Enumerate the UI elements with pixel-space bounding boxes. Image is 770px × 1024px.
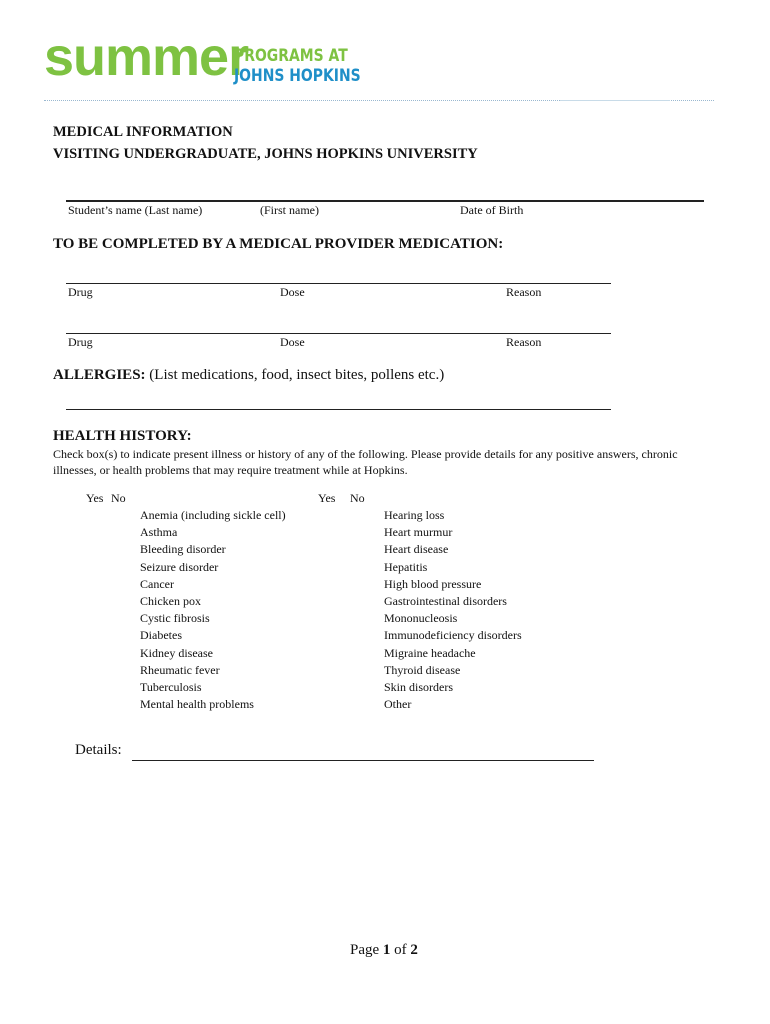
page-word: Page [350, 942, 383, 958]
condition-item[interactable]: Skin disorders [384, 680, 453, 695]
page-number [350, 942, 418, 959]
condition-item[interactable]: Rheumatic fever [140, 662, 220, 677]
condition-item[interactable]: Cystic fibrosis [140, 611, 210, 626]
condition-item[interactable]: Immunodeficiency disorders [384, 628, 522, 643]
condition-item[interactable]: Mononucleosis [384, 611, 458, 626]
logo-johns-hopkins: JOHNS HOPKINS [234, 66, 361, 86]
condition-item[interactable]: Anemia (including sickle cell) [140, 508, 286, 522]
condition-item[interactable]: Tuberculosis [140, 680, 202, 695]
reason-label: Reason [506, 285, 542, 299]
condition-item[interactable]: Bleeding disorder [140, 542, 226, 557]
condition-item[interactable]: Seizure disorder [140, 559, 219, 574]
logo-programs-at: PROGRAMS AT [234, 46, 348, 66]
reason-label: Reason [506, 335, 542, 349]
allergies-hint: (List medications, food, insect bites, pollens etc.) [145, 367, 445, 383]
student-info-line[interactable] [66, 200, 704, 202]
left-conditions-list [140, 507, 286, 713]
condition-item[interactable]: Diabetes [140, 628, 182, 643]
allergies-title: ALLERGIES: [53, 367, 146, 383]
medication-line-2[interactable] [66, 333, 611, 334]
total-pages: 2 [410, 942, 418, 958]
condition-item[interactable]: Hepatitis [384, 559, 428, 574]
allergies-heading [53, 367, 444, 384]
last-name-label: Student’s name (Last name) [68, 203, 203, 217]
header-divider-accent [560, 100, 670, 101]
health-history-instructions: Check box(s) to indicate present illness or history of any of the following. Please provide details for any positive answers, chronic illnesses, or health problems that may require treatment while at Hopkins. [53, 447, 678, 477]
yes-column-header-right: Yes [318, 491, 336, 505]
of-word: of [390, 942, 411, 958]
medication-line-1[interactable] [66, 283, 611, 284]
condition-item[interactable]: Other [384, 697, 412, 712]
condition-item[interactable]: Heart murmur [384, 525, 453, 540]
health-history-heading: HEALTH HISTORY: [53, 428, 192, 444]
logo-summer-wordmark: summer [44, 27, 249, 87]
allergies-line[interactable] [66, 409, 611, 410]
drug-label: Drug [68, 335, 93, 349]
condition-item[interactable]: Kidney disease [140, 645, 213, 660]
first-name-label: (First name) [260, 203, 319, 217]
drug-label: Drug [68, 285, 93, 299]
document-subtitle: VISITING UNDERGRADUATE, JOHNS HOPKINS UNIVERSITY [53, 146, 478, 162]
condition-item[interactable]: Migraine headache [384, 645, 476, 660]
no-column-header-left: No [111, 491, 126, 505]
condition-item[interactable]: High blood pressure [384, 576, 482, 591]
condition-item[interactable]: Mental health problems [140, 697, 254, 712]
details-label: Details: [75, 742, 122, 758]
condition-item[interactable]: Asthma [140, 525, 178, 540]
condition-item[interactable]: Heart disease [384, 542, 449, 557]
provider-heading: TO BE COMPLETED BY A MEDICAL PROVIDER MEDICATION: [53, 236, 504, 252]
condition-item[interactable]: Hearing loss [384, 508, 445, 522]
condition-item[interactable]: Thyroid disease [384, 662, 461, 677]
condition-item[interactable]: Chicken pox [140, 594, 201, 609]
date-of-birth-label: Date of Birth [460, 203, 524, 217]
condition-item[interactable]: Gastrointestinal disorders [384, 594, 507, 609]
details-line[interactable] [132, 760, 594, 761]
condition-item[interactable]: Cancer [140, 576, 174, 591]
document-title: MEDICAL INFORMATION [53, 124, 233, 140]
no-column-header-right: No [350, 491, 365, 505]
right-conditions-list [384, 507, 522, 713]
dose-label: Dose [280, 335, 305, 349]
current-page: 1 [382, 942, 391, 958]
dose-label: Dose [280, 285, 305, 299]
yes-column-header-left: Yes [86, 491, 104, 505]
